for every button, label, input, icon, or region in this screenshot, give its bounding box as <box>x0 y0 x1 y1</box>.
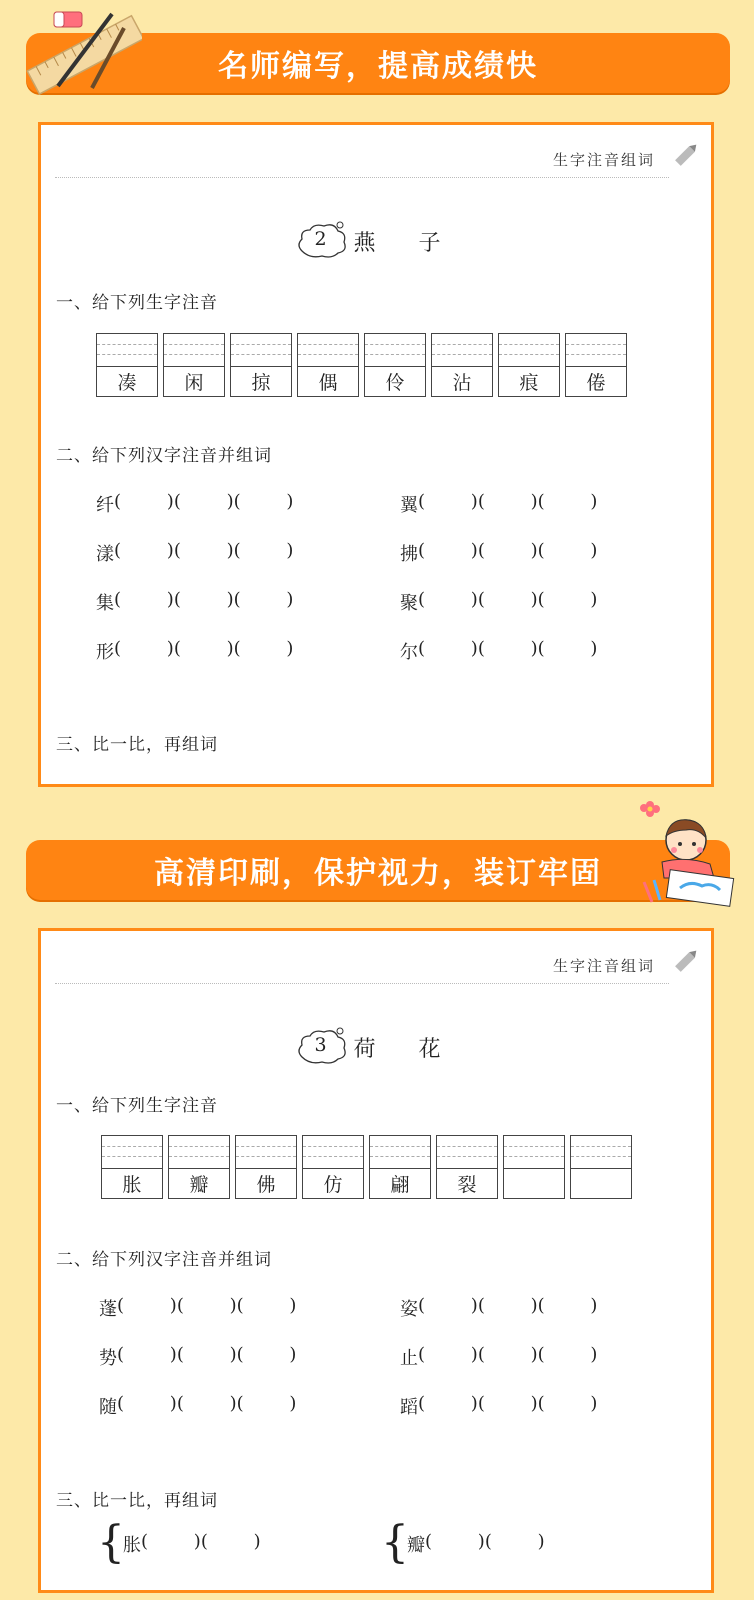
word-char: 翼 <box>400 495 418 516</box>
pinyin-cell[interactable] <box>364 333 426 397</box>
question-1-heading: 一、给下列生字注音 <box>56 293 218 313</box>
answer-blanks[interactable]: ( )( )( ) <box>117 1344 297 1365</box>
hanzi: 偶 <box>318 372 338 394</box>
pinyin-cell[interactable] <box>436 1135 498 1199</box>
compare-row-right[interactable] <box>407 1531 545 1557</box>
word-char: 蓬 <box>99 1299 117 1320</box>
banner-quality-text: 名师编写，提高成绩快 <box>218 49 538 84</box>
pinyin-cell[interactable] <box>230 333 292 397</box>
answer-blanks[interactable]: ( )( ) <box>425 1531 545 1552</box>
word-row[interactable] <box>400 638 597 664</box>
question-3-heading: 三、比一比，再组词 <box>56 1491 218 1511</box>
answer-blanks[interactable]: ( )( )( ) <box>418 491 598 512</box>
answer-blanks[interactable]: ( )( )( ) <box>114 540 294 561</box>
lesson-number: 2 <box>314 228 327 250</box>
word-char: 随 <box>99 1397 117 1418</box>
word-row[interactable] <box>96 540 293 566</box>
answer-blanks[interactable]: ( )( )( ) <box>418 638 598 659</box>
pinyin-cell[interactable] <box>503 1135 565 1199</box>
brace-left: { <box>97 1517 125 1568</box>
brace-right: { <box>381 1517 409 1568</box>
lesson-title <box>41 1027 711 1067</box>
pinyin-cell[interactable] <box>235 1135 297 1199</box>
question-3-heading: 三、比一比，再组词 <box>56 735 218 755</box>
section-tag: 生字注音组词 <box>552 151 655 169</box>
pinyin-cell[interactable] <box>431 333 493 397</box>
hanzi: 沾 <box>452 372 472 394</box>
pinyin-cell[interactable] <box>570 1135 632 1199</box>
lesson-title <box>41 221 711 261</box>
word-row[interactable] <box>96 638 293 664</box>
pinyin-cell[interactable] <box>498 333 560 397</box>
answer-blanks[interactable]: ( )( )( ) <box>117 1393 297 1414</box>
lesson-card-hehua <box>38 928 714 1593</box>
lesson-name: 荷 花 <box>353 1036 459 1062</box>
hanzi: 掠 <box>251 372 271 394</box>
answer-blanks[interactable]: ( )( )( ) <box>418 540 598 561</box>
lesson-number: 3 <box>314 1034 327 1056</box>
pinyin-cell[interactable] <box>369 1135 431 1199</box>
hanzi: 胀 <box>122 1174 142 1196</box>
banner-print-quality <box>26 840 730 900</box>
word-char: 尔 <box>400 642 418 663</box>
word-char: 姿 <box>400 1299 418 1320</box>
question-1-heading: 一、给下列生字注音 <box>56 1096 218 1116</box>
hanzi: 凑 <box>117 372 137 394</box>
word-row[interactable] <box>400 1295 597 1321</box>
question-2-heading: 二、给下列汉字注音并组词 <box>56 446 272 466</box>
answer-blanks[interactable]: ( )( ) <box>141 1531 261 1552</box>
hanzi: 仿 <box>323 1174 343 1196</box>
word-row[interactable] <box>96 491 293 517</box>
word-row[interactable] <box>99 1344 296 1370</box>
word-row[interactable] <box>99 1393 296 1419</box>
hanzi: 伶 <box>385 372 405 394</box>
pinyin-cell[interactable] <box>96 333 158 397</box>
pinyin-grid <box>101 1135 632 1199</box>
answer-blanks[interactable]: ( )( )( ) <box>114 589 294 610</box>
word-row[interactable] <box>96 589 293 615</box>
lesson-name: 燕 子 <box>353 230 459 256</box>
word-char: 集 <box>96 593 114 614</box>
banner-print-quality-text: 高清印刷，保护视力，装订牢固 <box>154 856 602 891</box>
word-char: 止 <box>400 1348 418 1369</box>
word-row[interactable] <box>99 1295 296 1321</box>
pencil-icon <box>671 141 699 171</box>
hanzi: 翩 <box>390 1174 410 1196</box>
hanzi <box>571 1169 631 1198</box>
hanzi <box>504 1169 564 1198</box>
pencil-icon <box>671 947 699 977</box>
dotted-divider <box>55 177 669 178</box>
word-char: 瓣 <box>407 1535 425 1556</box>
word-row[interactable] <box>400 540 597 566</box>
compare-row-left[interactable] <box>123 1531 261 1557</box>
pinyin-cell[interactable] <box>163 333 225 397</box>
word-char: 形 <box>96 642 114 663</box>
pinyin-grid <box>96 333 627 397</box>
answer-blanks[interactable]: ( )( )( ) <box>114 638 294 659</box>
word-char: 拂 <box>400 544 418 565</box>
word-char: 聚 <box>400 593 418 614</box>
answer-blanks[interactable]: ( )( )( ) <box>418 589 598 610</box>
hanzi: 瓣 <box>189 1174 209 1196</box>
cloud-number-icon <box>294 1027 348 1067</box>
question-2-heading: 二、给下列汉字注音并组词 <box>56 1250 272 1270</box>
answer-blanks[interactable]: ( )( )( ) <box>418 1295 598 1316</box>
answer-blanks[interactable]: ( )( )( ) <box>418 1344 598 1365</box>
word-char: 纤 <box>96 495 114 516</box>
word-row[interactable] <box>400 1344 597 1370</box>
dotted-divider <box>55 983 669 984</box>
lesson-card-yanzi <box>38 122 714 787</box>
word-row[interactable] <box>400 589 597 615</box>
answer-blanks[interactable]: ( )( )( ) <box>114 491 294 512</box>
hanzi: 闲 <box>184 372 204 394</box>
word-row[interactable] <box>400 1393 597 1419</box>
pinyin-cell[interactable] <box>101 1135 163 1199</box>
word-char: 蹈 <box>400 1397 418 1418</box>
word-row[interactable] <box>400 491 597 517</box>
pinyin-cell[interactable] <box>302 1135 364 1199</box>
hanzi: 痕 <box>519 372 539 394</box>
cloud-number-icon <box>294 221 348 261</box>
answer-blanks[interactable]: ( )( )( ) <box>418 1393 598 1414</box>
pinyin-cell[interactable] <box>565 333 627 397</box>
word-char: 胀 <box>123 1535 141 1556</box>
section-tag: 生字注音组词 <box>552 957 655 975</box>
hanzi: 倦 <box>586 372 606 394</box>
pinyin-cell[interactable] <box>297 333 359 397</box>
answer-blanks[interactable]: ( )( )( ) <box>117 1295 297 1316</box>
word-char: 漾 <box>96 544 114 565</box>
hanzi: 佛 <box>256 1174 276 1196</box>
child-drawing-icon <box>640 812 740 907</box>
eraser-icon <box>52 8 86 32</box>
hanzi: 裂 <box>457 1174 477 1196</box>
word-char: 势 <box>99 1348 117 1369</box>
pinyin-cell[interactable] <box>168 1135 230 1199</box>
